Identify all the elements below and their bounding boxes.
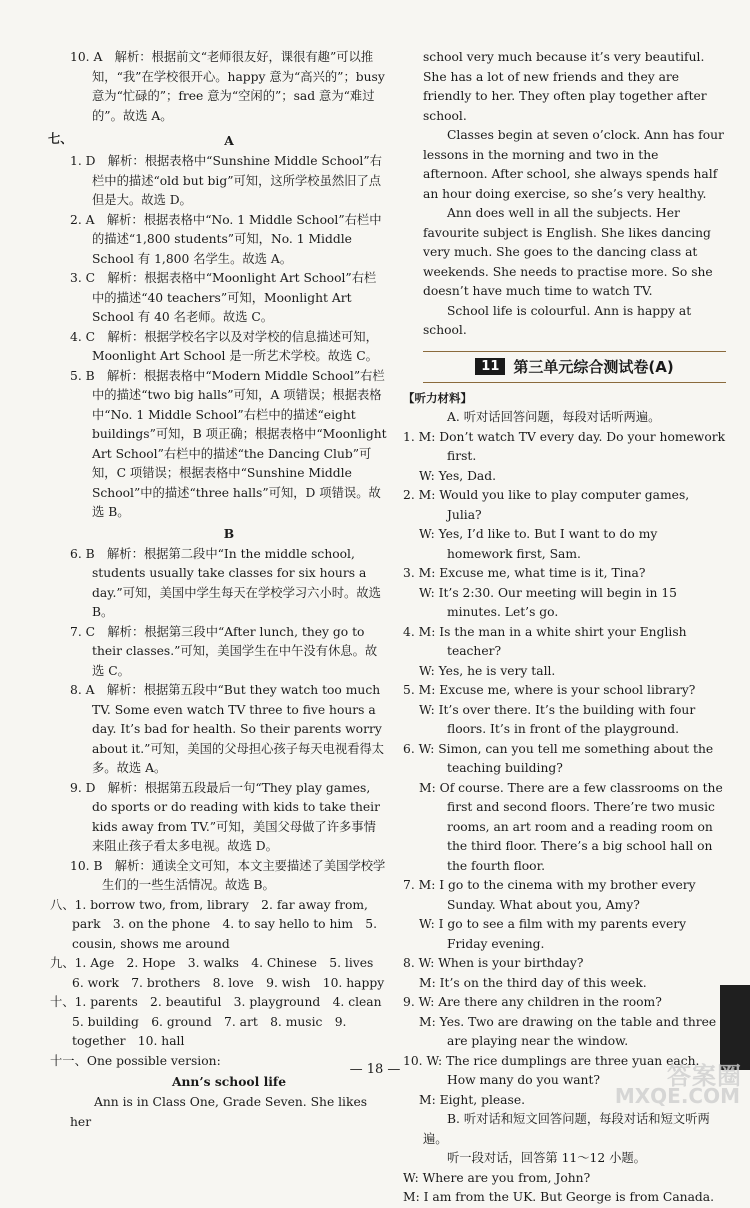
essay-title: Ann’s school life (171, 1074, 287, 1089)
dialogue-line: 2. M: Would you like to play computer games, Julia? (403, 488, 690, 522)
section-8: 八、1. borrow two, from, library 2. far away from, park 3. on the phone 4. to say hello to him 5. cousin, shows me around (50, 897, 378, 951)
dialogue-line: 5. M: Excuse me, where is your school library? (403, 683, 696, 697)
right-column (403, 48, 726, 1208)
unit-title: 第三单元综合测试卷(A) (513, 358, 674, 376)
answer-item: 6. B 解析：根据第二段中“In the middle school, students usually take classes for six hours a day.”可知，美国中学生每天在学校学习六小时。故选 B。 (70, 546, 381, 619)
essay-paragraph: Ann is in Class One, Grade Seven. She likes her (70, 1095, 368, 1129)
dialogue-line: M: I am from the UK. But George is from Canada. (403, 1190, 715, 1204)
dialogue-line: M: Of course. There are a few classrooms on the first and second floors. There’re two music rooms, an art room and a reading room on the third floor. There’s a big school hall on the fourth floor. (419, 780, 723, 873)
dialogue-line: W: Where are you from, John? (403, 1170, 591, 1185)
part-heading: B (223, 525, 235, 541)
dialogue-list (403, 428, 726, 1111)
dialogue-line: 6. W: Simon, can you tell me something about the teaching building? (403, 741, 714, 775)
answer-item: 3. C 解析：根据表格中“Moonlight Art School”右栏中的描述“40 teachers”可知，Moonlight Art School 有 40 名老师。故选 C。 (70, 271, 377, 324)
dialogue-line: 1. M: Don’t watch TV every day. Do your homework first. (403, 429, 726, 463)
essay-paragraph: Ann does well in all the subjects. Her favourite subject is English. She likes dancing very much. She goes to the dancing class at weekends. She needs to practise more. So she doesn’t have much time to watch TV. (423, 206, 713, 298)
dialogue-line: 10. W: The rice dumplings are three yuan each. How many do you want? (403, 1053, 700, 1087)
answer-item: 10. A 解析：根据前文“老师很友好，课很有趣”可以推知，“我”在学校很开心。happy 意为“高兴的”；busy 意为“忙碌的”；free 意为“空闲的”；sad 意为“难过的”。故选 A。 (70, 50, 385, 123)
answer-item: 1. D 解析：根据表格中“Sunshine Middle School”右栏中的描述“old but big”可知，这所学校虽然旧了点但是大。故选 D。 (70, 154, 382, 207)
dialogue-line: 8. W: When is your birthday? (403, 956, 584, 970)
answer-item: 4. C 解析：根据学校名字以及对学校的信息描述可知，Moonlight Art School 是一所艺术学校。故选 C。 (70, 329, 378, 363)
dialogue-line: W: Yes, he is very tall. (419, 663, 556, 678)
essay-paragraph: School life is colourful. Ann is happy at school. (423, 303, 692, 337)
essay-paragraph: Classes begin at seven o’clock. Ann has four lessons in the morning and two in the afternoon. After school, she always spends half an hour doing exercise, so she’s very healthy. (423, 128, 724, 201)
dialogue-line: 4. M: Is the man in a white shirt your English teacher? (403, 624, 687, 658)
answer-item: 7. C 解析：根据第三段中“After lunch, they go to their classes.”可知，美国学生在中午没有休息。故选 C。 (70, 624, 378, 678)
watermark-url: MXQE.COM (614, 1084, 740, 1108)
section-11: 十一、One possible version: (50, 1053, 221, 1068)
dialogue-line: M: Yes. Two are drawing on the table and three are playing near the window. (419, 1014, 717, 1048)
dialogue-line: 3. M: Excuse me, what time is it, Tina? (403, 566, 646, 580)
dialogue-line: 7. M: I go to the cinema with my brother every Sunday. What about you, Amy? (403, 878, 696, 912)
part-subinstruction: 听一段对话，回答第 11～12 小题。 (447, 1151, 646, 1165)
unit-banner (423, 351, 726, 383)
dialogue-line: M: It’s on the third day of this week. (419, 975, 647, 990)
section-label: 七、 (48, 131, 73, 146)
answer-item: 8. A 解析：根据第五段中“But they watch too much TV. Some even watch TV three to five hours a day. It’s bad for health. So their parents worry about it.”可知，美国的父母担心孩子每天电视看得太多。故选 A。 (70, 683, 385, 775)
listening-tag: 【听力材料】 (403, 390, 472, 405)
unit-number: 11 (475, 358, 505, 375)
dialogue-line: W: I go to see a film with my parents every Friday evening. (419, 917, 687, 951)
part-heading: A (224, 133, 234, 148)
answer-item: 9. D 解析：根据第五段最后一句“They play games, do sports or do reading with kids to take their kids away from TV.”可知，美国父母做了许多事情来阻止孩子看太多电视。故选 D。 (70, 780, 380, 853)
part-instruction: B. 听对话和短文回答问题，每段对话和短文听两遍。 (423, 1112, 710, 1146)
answer-item: 10. B 解析：通读全文可知，本文主要描述了美国学校学生们的一些生活情况。故选 B。 (70, 858, 386, 892)
dialogue-line: W: It’s over there. It’s the building with four floors. It’s in front of the playground. (419, 702, 696, 736)
watermark-logo: 答案圈 (667, 1062, 742, 1090)
dialogue-line: W: Yes, I’d like to. But I want to do my homework first, Sam. (419, 527, 658, 561)
answer-item: 5. B 解析：根据表格中“Modern Middle School”右栏中的描述“two big halls”可知，A 项错误；根据表格中“No. 1 Middle School”右栏中的描述“eight buildings”可知，B 项正确；根据表格中“Moonlight Art School”右栏中的描述“the Dancing Club”可知，C 项错误；根据表格中“Sunshine Middle School”中的描述“three halls”可知，D 项错误。故选 B。 (70, 368, 387, 519)
section-10: 十、1. parents 2. beautiful 3. playground 4. clean 5. building 6. ground 7. art 8. music 9. together 10. hall (50, 995, 394, 1048)
left-column (48, 48, 394, 1132)
dialogue-line: W: Yes, Dad. (419, 468, 497, 483)
part-instruction: A. 听对话回答问题，每段对话听两遍。 (447, 410, 661, 424)
page-number: — 18 — (349, 1062, 401, 1077)
dialogue-line: M: Eight, please. (419, 1092, 526, 1107)
answer-item: 2. A 解析：根据表格中“No. 1 Middle School”右栏中的描述“1,800 students”可知，No. 1 Middle School 有 1,800 名学生。故选 A。 (70, 212, 382, 266)
dialogue-line: 9. W: Are there any children in the room? (403, 995, 662, 1009)
section-9: 九、1. Age 2. Hope 3. walks 4. Chinese 5. lives 6. work 7. brothers 8. love 9. wish 10. happy (50, 956, 386, 990)
essay-paragraph: school very much because it’s very beautiful. She has a lot of new friends and they are friendly to her. They often play together after school. (423, 50, 707, 123)
dialogue-line: W: It’s 2:30. Our meeting will begin in 15 minutes. Let’s go. (419, 585, 677, 619)
